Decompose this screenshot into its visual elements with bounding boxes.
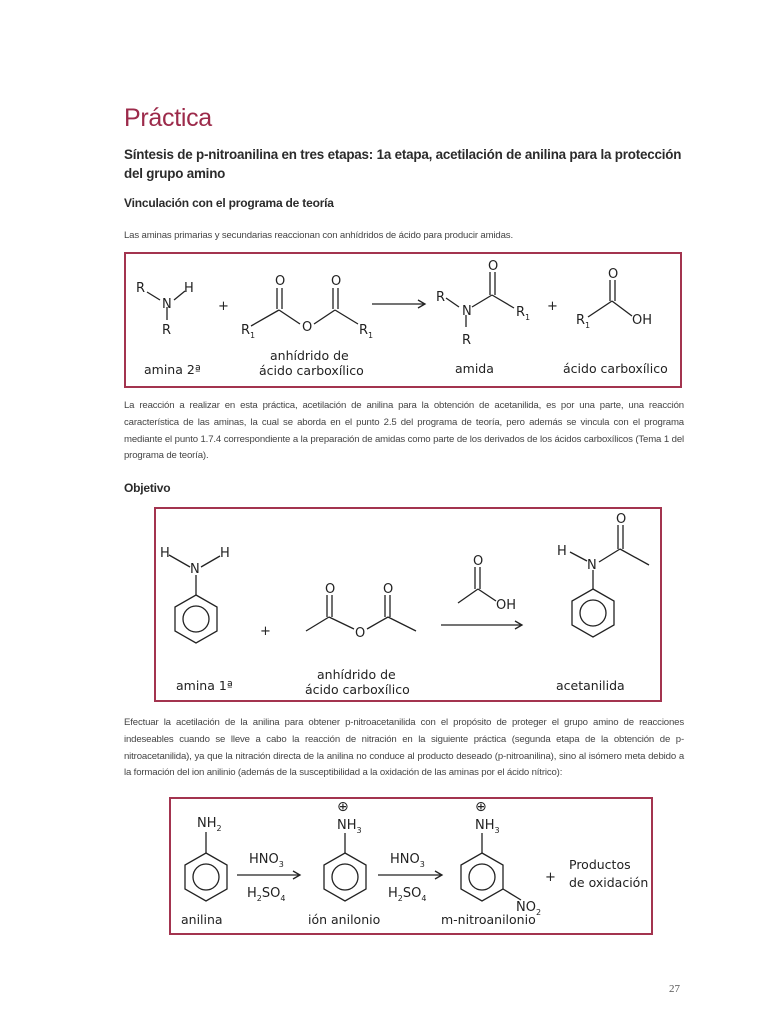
atom-n: N [462, 304, 472, 319]
label-anilina: anilina [181, 912, 223, 927]
label-carboxylic-acid: ácido carboxílico [563, 361, 668, 376]
section-heading-objetivo: Objetivo [124, 481, 171, 495]
atom-n: N [162, 297, 172, 312]
reaction-scheme-acetanilide [154, 507, 662, 702]
atom-r: R [162, 323, 172, 338]
reagent-h2so4: $H_2SO_4$ [247, 886, 286, 903]
atom-o: O [616, 512, 627, 527]
atom-r1: R [359, 323, 369, 338]
intro-text: Las aminas primarias y secundarias reaccionan con anhídridos de ácido para producir amidas. [124, 230, 513, 241]
atom-o: O [325, 582, 336, 597]
atom-o: O [608, 267, 619, 282]
positive-charge-icon: ⊕ [337, 799, 349, 815]
atom-o: O [331, 274, 342, 289]
atom-h: H [557, 544, 567, 559]
plus-sign: + [547, 299, 558, 314]
atom-r1: R [576, 313, 586, 328]
scheme-nitration-svg [171, 799, 651, 933]
atom-h: H [160, 546, 170, 561]
subscript-1: 1 [368, 331, 374, 340]
atom-r: R [436, 290, 446, 305]
atom-r1: R [241, 323, 251, 338]
atom-o: O [302, 320, 313, 335]
atom-oh: OH [632, 313, 653, 328]
plus-sign: + [545, 870, 556, 885]
page-number: 27 [669, 983, 680, 995]
atom-n: N [190, 562, 200, 577]
atom-h: H [184, 281, 194, 296]
no2-group: $NO_2$ [516, 900, 542, 917]
plus-sign: + [218, 299, 229, 314]
label-anhydride-1: anhídrido de [317, 667, 396, 682]
reagent-h2so4: $H_2SO_4$ [388, 886, 427, 903]
nh3-group: $NH_3$ [475, 818, 500, 835]
label-amine-primary: amina 1ª [176, 678, 233, 693]
atom-r1: R [516, 305, 526, 320]
reaction-scheme-nitration [169, 797, 653, 935]
subscript-1: 1 [250, 331, 256, 340]
atom-oh: OH [496, 598, 517, 613]
atom-r: R [462, 333, 472, 348]
atom-o: O [488, 259, 499, 274]
plus-sign: + [260, 624, 271, 639]
label-anhydride-1: anhídrido de [270, 348, 349, 363]
subscript-1: 1 [585, 321, 591, 330]
page-title: Práctica [124, 104, 212, 132]
paragraph-objetivo: Efectuar la acetilación de la anilina para obtener p-nitroacetanilida con el propósito de proteger el grupo amino de reacciones indeseables cuando se lleve a cabo la reacción de nitración en la siguiente práctica (segunda etapa de la obtención de p-nitroacetanilida), ya que la nitración directa de la anilina no conduce al producto deseado (p-nitroanilina), sino al isómero meta debido a la formación del ion anilinio (además de la susceptibilidad a la oxidación de las aminas por el ácido nítrico): [124, 717, 684, 779]
reagent-hno3: $HNO_3$ [249, 852, 284, 869]
subscript-1: 1 [525, 313, 531, 322]
label-amide: amida [455, 361, 494, 376]
atom-o: O [473, 554, 484, 569]
nh2-group: $NH_2$ [197, 816, 222, 833]
paragraph-vinculacion: La reacción a realizar en esta práctica, acetilación de anilina para la obtención de acetanilida, es por una parte, una reacción característica de las aminas, la cual se aborda en el punto 2.5 del programa de teoría, pero además se vincula con el programa mediante el punto 1.7.4 correspondiente a la preparación de amidas como parte de los derivados de los ácidos carboxílicos (Tema 1 del programa de teoría). [124, 400, 684, 462]
nh3-group: $NH_3$ [337, 818, 362, 835]
label-anhydride-2: ácido carboxílico [305, 682, 410, 697]
label-anhydride-2: ácido carboxílico [259, 363, 364, 378]
label-m-nitroanilonio: m-nitroanilonio [441, 912, 536, 927]
atom-o: O [275, 274, 286, 289]
atom-h: H [220, 546, 230, 561]
label-products-1: Productos [569, 857, 631, 872]
reaction-scheme-amide-formation [124, 252, 682, 388]
label-products-2: de oxidación [569, 875, 649, 890]
atom-o: O [383, 582, 394, 597]
scheme-amide-svg [126, 254, 680, 386]
positive-charge-icon: ⊕ [475, 799, 487, 815]
reagent-hno3: $HNO_3$ [390, 852, 425, 869]
section-heading-vinculacion: Vinculación con el programa de teoría [124, 196, 334, 210]
atom-o: O [355, 626, 366, 641]
label-acetanilide: acetanilida [556, 678, 625, 693]
label-amine-secondary: amina 2ª [144, 362, 201, 377]
atom-n: N [587, 558, 597, 573]
scheme-acetanilide-svg [156, 509, 660, 700]
practice-subtitle: Síntesis de p-nitroanilina en tres etapas: 1a etapa, acetilación de anilina para la protección del grupo amino [124, 147, 682, 181]
atom-r: R [136, 281, 146, 296]
label-ion-anilonio: ión anilonio [308, 912, 381, 927]
